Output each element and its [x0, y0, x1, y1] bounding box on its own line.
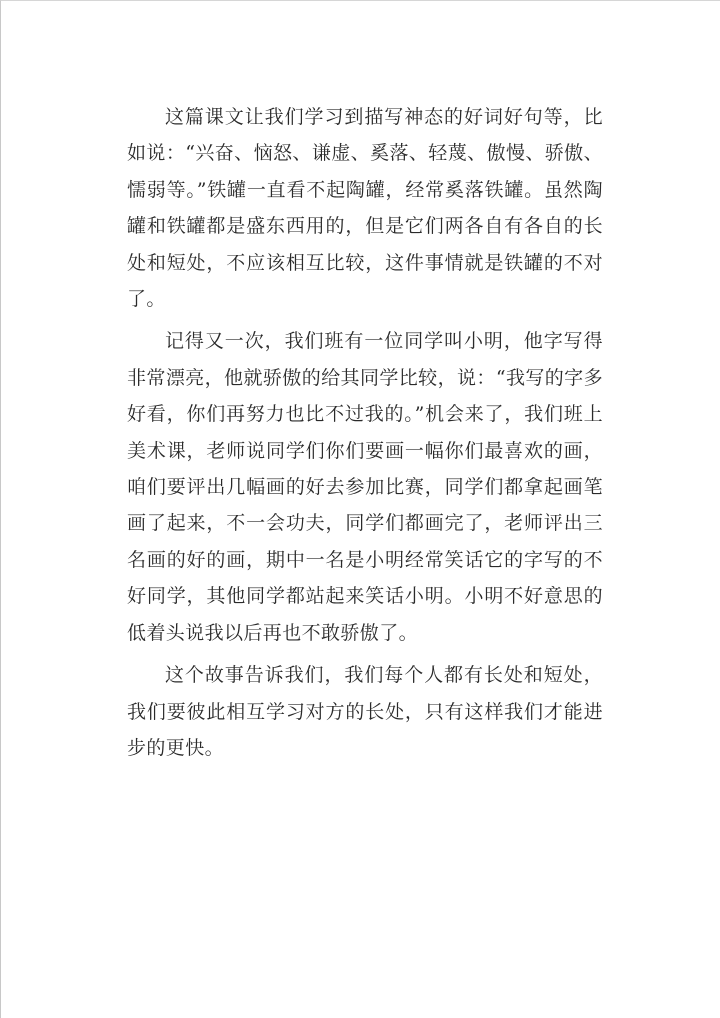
paragraph-2: 记得又一次，我们班有一位同学叫小明，他字写得非常漂亮，他就骄傲的给其同学比较，说：“我写的字多好看，你们再努力也比不过我的。”机会来了，我们班上美术课，老师说同学们你们要画一幅你们最喜欢的画，咱们要评出几幅画的好去参加比赛，同学们都拿起画笔画了起来，不一会功夫，同学们都画完了，老师评出三名画的好的画，期中一名是小明经常笑话它的字写的不好同学，其他同学都站起来笑话小明。小明不好意思的低着头说我以后再也不敢骄傲了。 [127, 330, 603, 644]
paragraph-1: 这篇课文让我们学习到描写神态的好词好句等，比如说：“兴奋、恼怒、谦虚、奚落、轻蔑、傲慢、骄傲、懦弱等。”铁罐一直看不起陶罐，经常奚落铁罐。虽然陶罐和铁罐都是盛东西用的，但是它们两各自有各自的长处和短处，不应该相互比较，这件事情就是铁罐的不对了。 [127, 106, 603, 311]
paragraph-3: 这个故事告诉我们，我们每个人都有长处和短处，我们要彼此相互学习对方的长处，只有这样我们才能进步的更快。 [127, 664, 603, 759]
document-body [127, 99, 603, 772]
